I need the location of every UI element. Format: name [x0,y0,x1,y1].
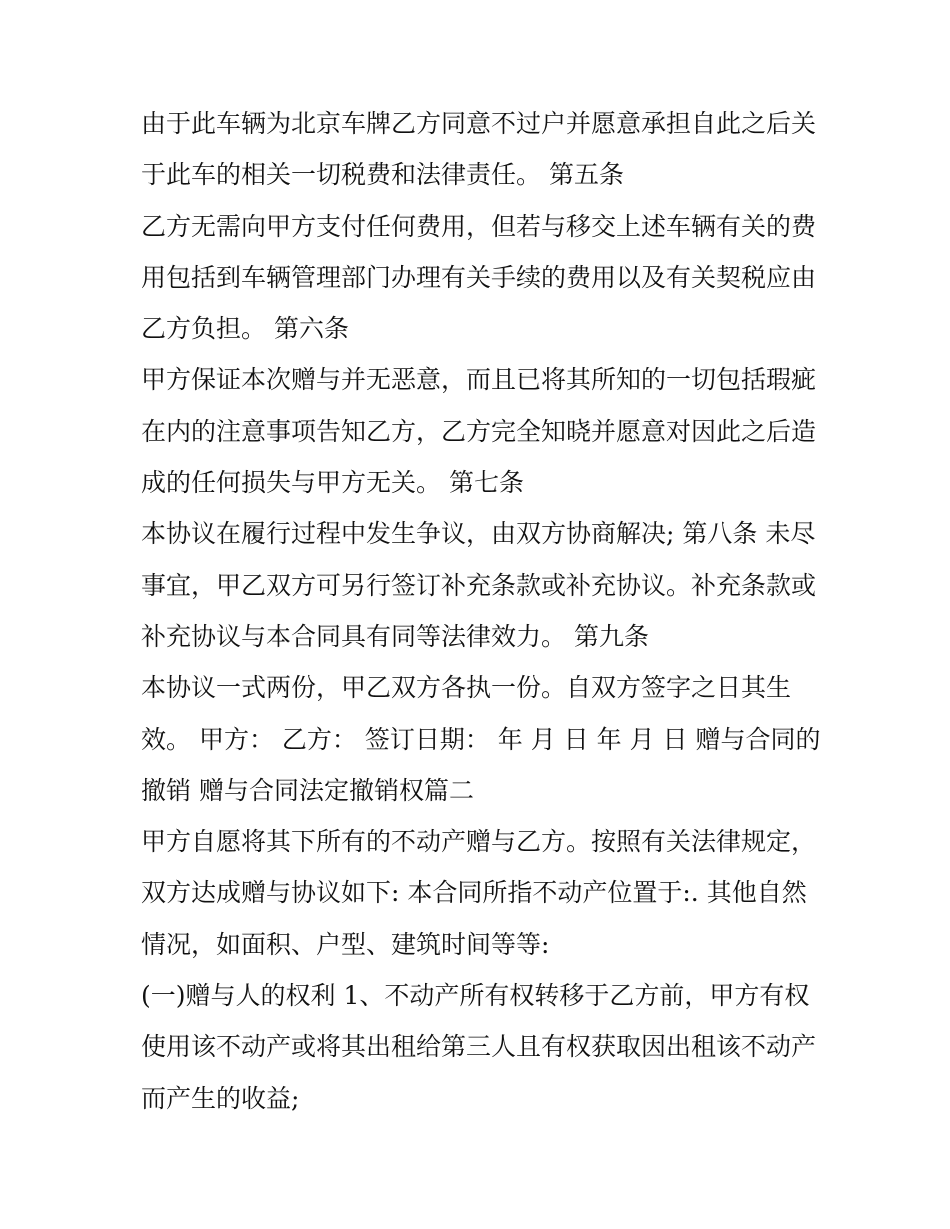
text-line: 撤销 赠与合同法定撤销权篇二 [141,775,474,805]
text-line: 用包括到车辆管理部门办理有关手续的费用以及有关契税应由 [141,262,817,292]
text-line: 乙方负担。 第六条 [141,314,349,344]
text-line: 成的任何损失与甲方无关。 第七条 [141,468,524,498]
text-line: 甲方自愿将其下所有的不动产赠与乙方。按照有关法律规定， [141,827,817,857]
text-line: 由于此车辆为北京车牌乙方同意不过户并愿意承担自此之后关 [141,109,817,138]
text-line: 使用该不动产或将其出租给第三人且有权获取因出租该不动产 [141,1032,817,1062]
text-line: 甲方保证本次赠与并无恶意，而且已将其所知的一切包括瑕疵 [141,365,817,395]
text-line: 情况，如面积、户型、建筑时间等等: [141,929,550,959]
text-line: 乙方无需向甲方支付任何费用，但若与移交上述车辆有关的费 [141,211,817,241]
text-line: 事宜，甲乙双方可另行签订补充条款或补充协议。补充条款或 [141,570,817,600]
text-line: 而产生的收益; [141,1083,300,1113]
text-line: 在内的注意事项告知乙方，乙方完全知晓并愿意对因此之后造 [141,416,817,446]
text-line: 本协议在履行过程中发生争议，由双方协商解决; 第八条 未尽 [141,519,816,549]
text-line: 本协议一式两份，甲乙双方各执一份。自双方签字之日其生 [141,673,792,703]
document-body [141,98,821,1124]
text-line: 效。 甲方： 乙方： 签订日期： 年 月 日 年 月 日 赠与合同的 [141,724,821,754]
text-line: 双方达成赠与协议如下: 本合同所指不动产位置于:. 其他自然 [141,878,807,908]
text-line: (一)赠与人的权利 1、不动产所有权转移于乙方前，甲方有权 [141,981,810,1011]
text-line: 于此车的相关一切税费和法律责任。 第五条 [141,160,624,190]
text-line: 补充协议与本合同具有同等法律效力。 第九条 [141,621,649,651]
